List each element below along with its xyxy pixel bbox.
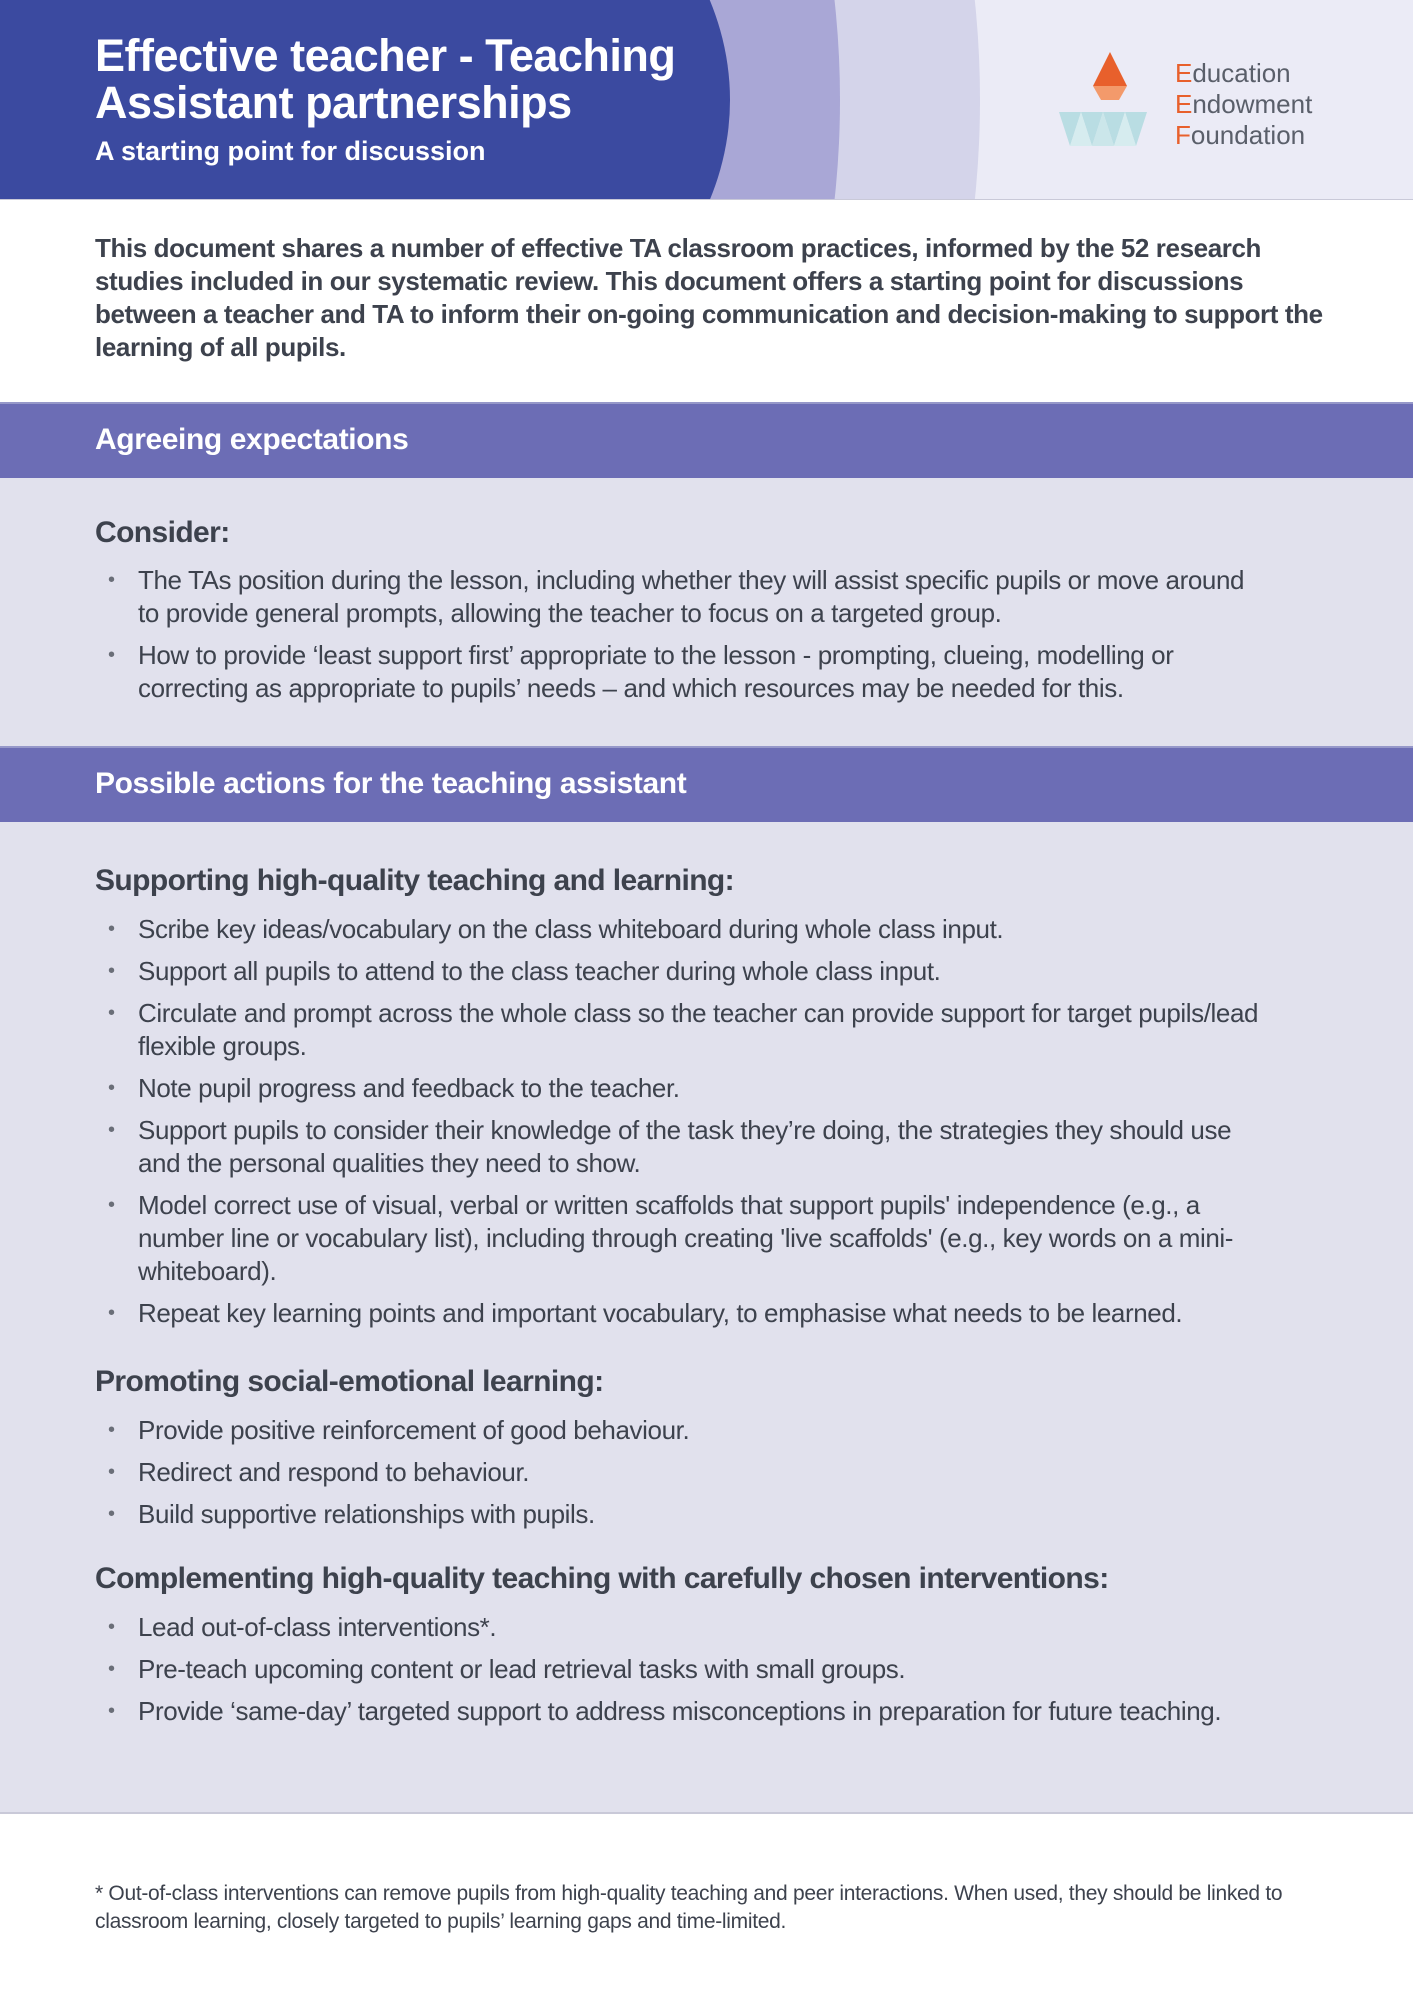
page-title: Effective teacher - Teaching Assistant partnerships: [95, 30, 676, 128]
logo-letter-e1: E: [1175, 58, 1193, 88]
group-heading-teaching-learning: Supporting high-quality teaching and learning:: [95, 864, 735, 897]
section-bar-possible-actions: [0, 746, 1413, 822]
logo-letter-e2: E: [1175, 89, 1193, 119]
list-item: • Provide positive reinforcement of good behaviour.: [108, 1414, 1268, 1447]
list-item: • Redirect and respond to behaviour.: [108, 1456, 1268, 1489]
footnote: * Out-of-class interventions can remove pupils from high-quality teaching and peer interactions. When used, they should be linked to classroom learning, closely targeted to pupils’ learning gaps and time-limited.: [95, 1882, 1283, 1933]
logo-word-endowment: ndowment: [1192, 89, 1313, 119]
list-item: • Support all pupils to attend to the class teacher during whole class input.: [108, 955, 1268, 988]
list-item: • Support pupils to consider their knowledge of the task they’re doing, the strategies they should use and the personal qualities they need to show.: [108, 1114, 1268, 1180]
list-item: • How to provide ‘least support first’ appropriate to the lesson - prompting, clueing, modelling or correcting as appropriate to pupils’ needs – and which resources may be needed for this.: [108, 639, 1268, 705]
logo-word-foundation: oundation: [1190, 120, 1306, 150]
group-heading-social-emotional: Promoting social-emotional learning:: [95, 1365, 604, 1398]
page-subtitle: A starting point for discussion: [95, 136, 486, 166]
section-panel-possible-actions: [0, 822, 1413, 1812]
consider-list: [108, 564, 1268, 714]
interventions-list: [108, 1611, 1268, 1737]
list-item: • Repeat key learning points and important vocabulary, to emphasise what needs to be learned.: [108, 1297, 1268, 1330]
intro-paragraph: This document shares a number of effective TA classroom practices, informed by the 52 research studies included in our systematic review. This document offers a starting point for discussions between a teacher and TA to inform their on-going communication and decision-making to support the learning of all pupils.: [95, 233, 1323, 362]
list-item: • Pre-teach upcoming content or lead retrieval tasks with small groups.: [108, 1653, 1268, 1686]
section-title: Agreeing expectations: [95, 423, 409, 456]
header-divider: [0, 199, 1413, 200]
eef-logo-icon: [1055, 50, 1165, 150]
list-item: • Build supportive relationships with pupils.: [108, 1498, 1268, 1531]
logo-letter-f: F: [1175, 120, 1191, 150]
section-title: Possible actions for the teaching assistant: [95, 767, 687, 800]
list-item: • Model correct use of visual, verbal or written scaffolds that support pupils' independence (e.g., a number line or vocabulary list), including through creating 'live scaffolds' (e.g., key words on a mini-whiteboard).: [108, 1189, 1268, 1288]
section-panel-agreeing-expectations: [0, 478, 1413, 746]
logo-word-education: ducation: [1192, 58, 1291, 88]
section-heading-consider: Consider:: [95, 516, 230, 549]
group-heading-interventions: Complementing high-quality teaching with carefully chosen interventions:: [95, 1562, 1109, 1595]
panel-bottom-divider: [0, 1812, 1413, 1814]
list-item: • The TAs position during the lesson, including whether they will assist specific pupils or move around to provide general prompts, allowing the teacher to focus on a targeted group.: [108, 564, 1268, 630]
eef-logo-wordmark: [1175, 58, 1312, 151]
section-bar-agreeing-expectations: [0, 402, 1413, 478]
eef-logo: [1055, 50, 1375, 160]
list-item: • Note pupil progress and feedback to the teacher.: [108, 1072, 1268, 1105]
list-item: • Provide ‘same-day’ targeted support to address misconceptions in preparation for future teaching.: [108, 1695, 1268, 1728]
list-item: • Circulate and prompt across the whole class so the teacher can provide support for target pupils/lead flexible groups.: [108, 997, 1268, 1063]
social-emotional-list: [108, 1414, 1268, 1540]
page-header: [0, 0, 1413, 200]
list-item: • Lead out-of-class interventions*.: [108, 1611, 1268, 1644]
list-item: • Scribe key ideas/vocabulary on the class whiteboard during whole class input.: [108, 913, 1268, 946]
teaching-learning-list: [108, 913, 1268, 1339]
